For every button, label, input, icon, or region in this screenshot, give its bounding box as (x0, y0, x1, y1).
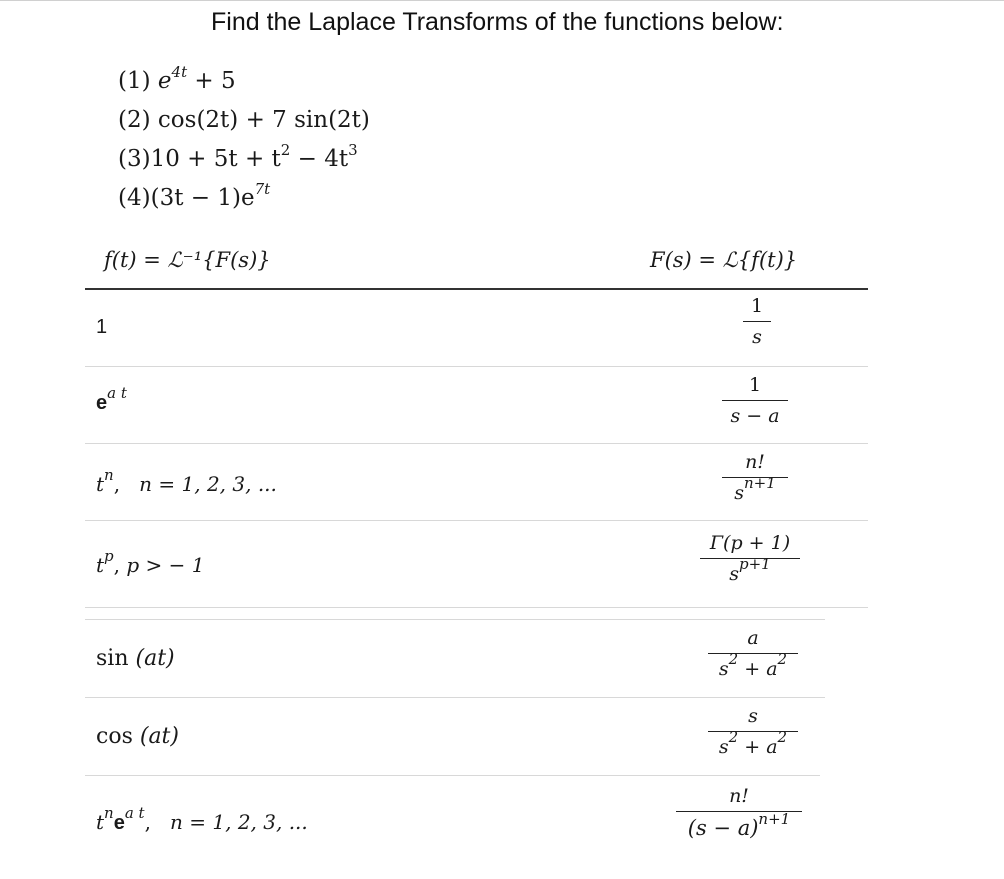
row-1-function: 1 (96, 316, 108, 338)
row-6-transform: s $s^2 + a^2$ (708, 705, 798, 758)
problem-2: (2) cos(2t) + 7 sin(2t) (118, 107, 370, 133)
row-divider (85, 607, 868, 608)
top-border (0, 0, 1004, 1)
row-divider (85, 520, 868, 521)
row-2-transform: 1 s − a (722, 374, 788, 427)
row-4-function: $t^p$, p > − 1 (96, 547, 205, 577)
row-divider (85, 443, 868, 444)
column-header-s-domain: F(s) = ℒ{f(t)} (650, 248, 798, 272)
row-5-function: sin (at) (96, 646, 175, 671)
row-2-function: $e^{a t}$ (96, 384, 127, 414)
page-heading: Find the Laplace Transforms of the functions below: (211, 8, 784, 36)
row-divider (85, 619, 825, 620)
column-header-time-domain: f(t) = ℒ⁻¹{F(s)} (104, 248, 271, 272)
row-divider (85, 366, 868, 367)
row-7-function: $t^ne^{a t}$, n = 1, 2, 3, ... (96, 804, 308, 834)
row-divider (85, 775, 820, 776)
row-1-transform: 1 s (743, 295, 771, 348)
row-6-function: cos (at) (96, 724, 179, 749)
problem-1: (1) $e^{4t} + 5$ (118, 63, 236, 94)
row-7-transform: n! $(s - a)^{n+1}$ (676, 785, 802, 840)
row-divider (85, 697, 825, 698)
row-4-transform: Γ(p + 1) $s^{p+1}$ (700, 532, 800, 585)
header-rule (85, 288, 868, 290)
row-3-function: $t^n$, n = 1, 2, 3, ... (96, 466, 277, 496)
problem-3: $(3)10 + 5t + t^2 - 4t^3$ (118, 141, 358, 172)
problem-list (118, 62, 370, 218)
row-5-transform: a $s^2 + a^2$ (708, 627, 798, 680)
problem-4: $(4)(3t - 1)e^{7t}$ (118, 180, 271, 211)
row-3-transform: n! $s^{n+1}$ (722, 451, 788, 504)
